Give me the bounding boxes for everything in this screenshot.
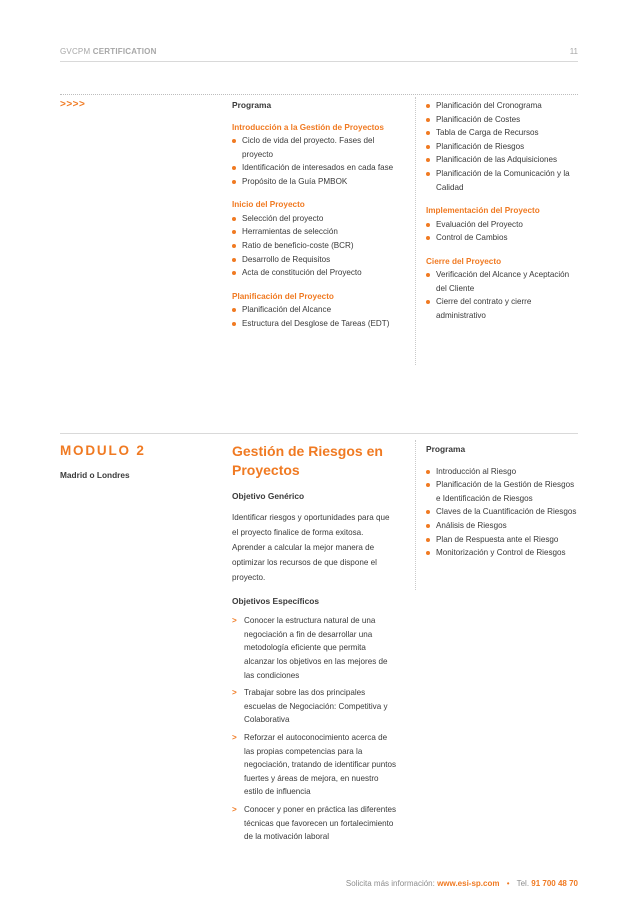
program-column-2 [426, 99, 578, 333]
bullet-list [426, 218, 578, 245]
specific-objectives-heading: Objetivos Específicos [232, 595, 320, 606]
bullet-list [232, 134, 402, 188]
list-item: Cierre del contrato y cierre administrativo [426, 295, 578, 322]
running-header [60, 47, 157, 56]
list-item: Desarrollo de Requisitos [232, 253, 402, 267]
footer-contact [346, 879, 578, 888]
list-item: Selección del proyecto [232, 212, 402, 226]
bullet-list [232, 212, 402, 280]
module-location: Madrid o Londres [60, 470, 130, 480]
list-item: Control de Cambios [426, 231, 578, 245]
list-item: Estructura del Desglose de Tareas (EDT) [232, 317, 402, 331]
list-item: Claves de la Cuantificación de Riesgos [426, 505, 578, 519]
list-item: Introducción al Riesgo [426, 465, 578, 479]
list-item: Planificación de la Comunicación y la Calidad [426, 167, 578, 194]
footer-prefix: Solicita más información: [345, 879, 435, 888]
list-item: Ratio de beneficio-coste (BCR) [232, 239, 402, 253]
list-item: Plan de Respuesta ante el Riesgo [426, 533, 578, 547]
module-description [232, 442, 397, 848]
list-item: Propósito de la Guía PMBOK [232, 175, 402, 189]
header-prefix: GVCPM [60, 47, 91, 56]
module-rule [60, 433, 578, 434]
list-item: Planificación de la Gestión de Riesgos e Identificación de Riesgos [426, 478, 578, 505]
list-item: > Reforzar el autoconocimiento acerca de las propias competencias para la negociación, tratando de identificar puntos fuertes y áreas de mejora, en nuestro estilo de influencia [232, 731, 397, 799]
list-item: Planificación del Cronograma [426, 99, 578, 113]
section-arrows: >>>> [60, 99, 86, 110]
header-bold: CERTIFICATION [92, 47, 157, 56]
list-item: Tabla de Carga de Recursos [426, 126, 578, 140]
list-item: Planificación de las Adquisiciones [426, 153, 578, 167]
group-heading: Planificación del Proyecto [232, 291, 334, 301]
footer-tel-label: Tel. [516, 879, 530, 888]
list-item: Evaluación del Proyecto [426, 218, 578, 232]
list-item: Análisis de Riesgos [426, 519, 578, 533]
column-divider [415, 440, 416, 590]
specific-objectives-list [232, 614, 397, 844]
list-item: > Trabajar sobre las dos principales escuelas de Negociación: Competitiva y Colaborativa [232, 686, 397, 727]
objective-text: Identificar riesgos y oportunidades para que el proyecto finalice de forma exitosa. Aprender a calcular la mejor manera de optimizar los recursos de que dispone el proyecto. [232, 512, 390, 582]
list-item: Planificación del Alcance [232, 303, 402, 317]
bullet-list [232, 303, 402, 330]
header-rule [60, 61, 578, 62]
footer-separator: • [506, 879, 510, 888]
module-program [426, 443, 578, 570]
bullet-list [426, 268, 578, 322]
list-item: Herramientas de selección [232, 225, 402, 239]
footer-phone[interactable]: 91 700 48 70 [531, 879, 578, 888]
list-item: Planificación de Costes [426, 113, 578, 127]
group-heading: Implementación del Proyecto [426, 206, 540, 216]
list-item: Monitorización y Control de Riesgos [426, 546, 578, 560]
program-column-1 [232, 99, 402, 340]
objective-heading: Objetivo Genérico [232, 491, 305, 501]
list-item: Ciclo de vida del proyecto. Fases del proyecto [232, 134, 402, 161]
program-heading: Programa [232, 100, 272, 110]
page-number: 11 [569, 47, 578, 56]
group-heading: Introducción a la Gestión de Proyectos [232, 122, 384, 132]
list-item: > Conocer la estructura natural de una negociación a fin de desarrollar una metodología eficiente que permita alcanzar los objetivos en las mejores de las condiciones [232, 614, 397, 682]
group-heading: Cierre del Proyecto [426, 256, 502, 266]
course-title: Gestión de Riesgos en Proyectos [232, 443, 383, 478]
list-item: Planificación de Riesgos [426, 140, 578, 154]
list-item: Acta de constitución del Proyecto [232, 266, 402, 280]
column-divider [415, 97, 416, 365]
list-item: Verificación del Alcance y Aceptación del Cliente [426, 268, 578, 295]
bullet-list [426, 465, 578, 560]
list-item: > Conocer y poner en práctica las diferentes técnicas que favorecen un fortalecimiento de la motivación laboral [232, 803, 397, 844]
group-heading: Inicio del Proyecto [232, 200, 305, 210]
footer-website-link[interactable]: www.esi-sp.com [437, 879, 500, 888]
module-title: MODULO 2 [60, 443, 146, 458]
bullet-list [426, 99, 578, 194]
section1-top-rule [60, 94, 578, 95]
list-item: Identificación de interesados en cada fase [232, 161, 402, 175]
program-heading: Programa [426, 444, 466, 454]
